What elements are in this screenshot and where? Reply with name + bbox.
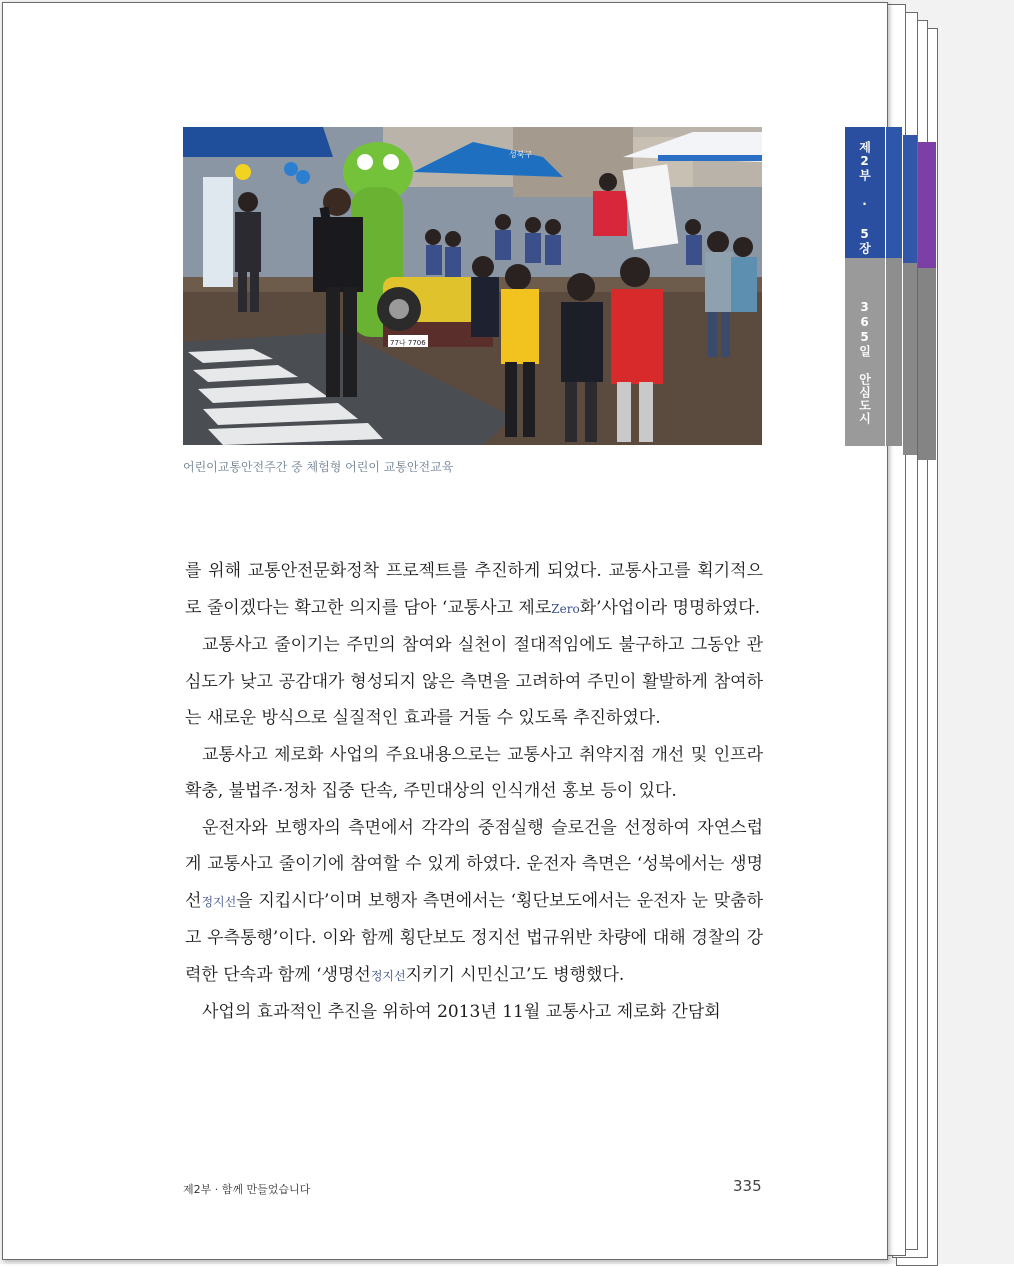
tent-sign-text: 성북구	[509, 150, 533, 159]
edge-tab-gray	[903, 263, 917, 455]
text-span: 를 위해 교통안전문화정착 프로젝트를 추진하게 되었다. 교통사고를 획기적으로 줄이겠다는 확고한 의지를 담아 ‘교통사고 제로	[185, 561, 763, 618]
event-photo	[183, 127, 762, 445]
edge-tab-gray	[886, 258, 902, 446]
annotation-small: 정지선	[201, 894, 237, 909]
photo-illustration	[183, 127, 762, 445]
text-span: 운전자와 보행자의 측면에서 각각의 중점실행 슬로건을 선정하여 자연스럽게 교통사고 줄이기에 참여할 수 있게 하였다. 운전자 측면은 ‘성북에서는 생명선	[185, 817, 763, 911]
paragraph-5: 사업의 효과적인 추진을 위하여 2013년 11월 교통사고 제로화 간담회	[202, 1002, 721, 1022]
edge-tab-blue	[886, 127, 902, 258]
paragraph-3: 교통사고 제로화 사업의 주요내용으로는 교통사고 취약지점 개선 및 인프라 확충, 불법주·정차 집중 단속, 주민대상의 인식개선 홍보 등이 있다.	[185, 744, 763, 801]
edge-tab-purple	[918, 142, 936, 268]
page-number: 335	[733, 1177, 762, 1195]
chapter-tab[interactable]: 제2부 · 5장	[845, 127, 885, 258]
body-text	[185, 553, 763, 1031]
paragraph-1	[185, 553, 763, 627]
text-span: 지키기 시민신고’도 병행했다.	[405, 964, 625, 985]
photo-caption: 어린이교통안전주간 중 체험형 어린이 교통안전교육	[183, 460, 454, 474]
annotation-small: 정지선	[370, 968, 406, 983]
footer-part-title: 제2부 · 함께 만들었습니다	[183, 1183, 311, 1196]
text-span: 을 지킵시다’이며 보행자 측면에서는 ‘횡단보도에서는 운전자 눈 맞춤하고 우측통행’이다. 이와 함께 횡단보도 정지선 법규위반 차량에 대해 경찰의 강력한 단속과 함께 ‘생명선	[185, 890, 763, 985]
annotation-small: Zero	[551, 601, 580, 616]
paragraph-4	[185, 810, 763, 995]
paragraph-2: 교통사고 줄이기는 주민의 참여와 실천이 절대적임에도 불구하고 그동안 관심도가 낮고 공감대가 형성되지 않은 측면을 고려하여 주민이 활발하게 참여하는 새로운 방식으로 실질적인 효과를 거둘 수 있도록 추진하였다.	[185, 635, 763, 728]
edge-tab-blue	[903, 135, 917, 263]
section-tab[interactable]: 365일 안심도시	[845, 258, 885, 446]
edge-tab-gray	[918, 268, 936, 460]
text-span: 화’사업이라 명명하였다.	[579, 597, 761, 618]
car-plate-text: 77나 7706	[390, 339, 426, 347]
